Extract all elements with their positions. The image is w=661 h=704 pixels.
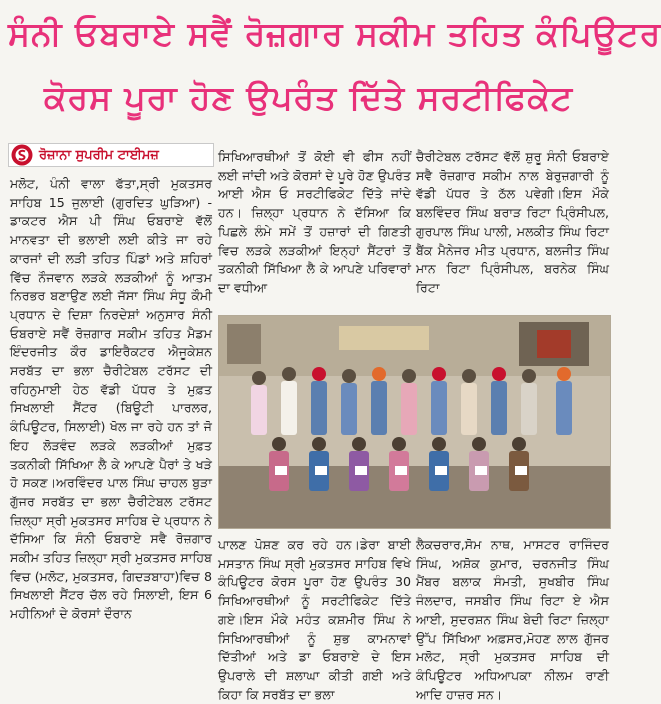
article-column-5: ਲੈਕਚਰਾਰ,ਸੋਮ ਨਾਥ, ਮਾਸਟਰ ਰਾਜਿੰਦਰ ਸਿੰਘ, ਅਸ਼ੋਕ ਕੁਮਾਰ, ਚਰਨਜੀਤ ਸਿੰਘ ਮੈਂਬਰ ਬਲਾਕ ਸੰਮਤੀ, ਸੁਖਬੀਰ ਸਿੰਘ ਜੰਲਦਾਰ, ਜਸਬੀਰ ਸਿੰਘ ਰਿਟਾ ਏ ਐਸ ਆਈ, ਸੁਦਰਸ਼ਨ ਸਿੰਘ ਬੇਦੀ ਰਿਟਾ ਜ਼ਿਲ੍ਹਾ ਉੱਪ ਸਿੱਖਿਆ ਅਫ਼ਸਰ,ਮੋਹਣ ਲਾਲ ਗੁੱਜਰ ਮਲੋਟ, ਸ੍ਰੀ ਮੁਕਤਸਰ ਸਾਹਿਬ ਦੀ ਕੰਪਿਊਟਰ ਅਧਿਆਪਕਾ ਨੀਲਮ ਰਾਣੀ ਆਦਿ ਹਾਜ਼ਰ ਸਨ। [416,537,609,702]
group-photo [218,315,611,529]
group-photo-illustration [219,316,610,528]
supreme-times-logo-icon [11,144,33,166]
masthead-name: ਰੋਜ਼ਾਨਾ ਸੁਪਰੀਮ ਟਾਈਮਜ਼ [39,147,159,163]
article-column-4: ਪਾਲਣ ਪੋਸ਼ਣ ਕਰ ਰਹੇ ਹਨ।ਡੇਰਾ ਬਾਈ ਮਸਤਾਨ ਸਿੰਘ ਸ੍ਰੀ ਮੁਕਤਸਰ ਸਾਹਿਬ ਵਿਖੇ ਕੰਪਿਊਟਰ ਕੋਰਸ ਪੂਰਾ ਹੋਣ ਉਪਰੰਤ 30 ਸਿਖਿਆਰਥੀਆਂ ਨੂੰ ਸਰਟੀਫਿਕੇਟ ਦਿੱਤੇ ਗਏ।ਇਸ ਮੌਕੇ ਮਹੰਤ ਕਸ਼ਮੀਰ ਸਿੰਘ ਨੇ ਸਿਖਿਆਰਥੀਆਂ ਨੂੰ ਸ਼ੁਭ ਕਾਮਨਾਵਾਂ ਦਿੱਤੀਆਂ ਅਤੇ ਡਾ ਓਬਰਾਏ ਦੇ ਇਸ ਉਪਰਾਲੇ ਦੀ ਸ਼ਲਾਘਾ ਕੀਤੀ ਗਈ ਅਤੇ ਕਿਹਾ ਕਿ ਸਰਬੱਤ ਦਾ ਭਲਾ [218,537,411,702]
article-column-3: ਚੈਰੀਟੇਬਲ ਟਰੱਸਟ ਵੱਲੋਂ ਸ਼ੁਰੂ ਸੰਨੀ ਓਬਰਾਏ ਸਵੈ ਰੋਜ਼ਗਾਰ ਸਕੀਮ ਨਾਲ ਬੇਰੁਜ਼ਗਾਰੀ ਨੂੰ ਵੱਡੀ ਪੱਧਰ ਤੇ ਠੱਲ ਪਵੇਗੀ।ਇਸ ਮੌਕੇ ਬਲਵਿੰਦਰ ਸਿੰਘ ਬਰਾੜ ਰਿਟਾ ਪ੍ਰਿੰਸੀਪਲ, ਗੁਰਪਾਲ ਸਿੰਘ ਪਾਲੀ, ਮਲਕੀਤ ਸਿੰਘ ਰਿਟਾ ਬੈਂਕ ਮੈਨੇਜਰ ਮੀਤ ਪ੍ਰਧਾਨ, ਬਲਜੀਤ ਸਿੰਘ ਮਾਨ ਰਿਟਾ ਪ੍ਰਿੰਸੀਪਲ, ਬਰਨੇਕ ਸਿੰਘ ਰਿਟਾ [416,149,609,295]
masthead-logo [8,143,214,167]
headline-line-1: ਸੰਨੀ ਓਬਰਾਏ ਸਵੈਂ ਰੋਜ਼ਗਾਰ ਸਕੀਮ ਤਹਿਤ ਕੰਪਿਊਟਰ [8,14,661,53]
article-column-2: ਸਿਖਿਆਰਥੀਆਂ ਤੋਂ ਕੋਈ ਵੀ ਫੀਸ ਨਹੀਂ ਲਈ ਜਾਂਦੀ ਅਤੇ ਕੋਰਸਾਂ ਦੇ ਪੂਰੇ ਹੋਣ ਉਪਰੰਤ ਆਈ ਐਸ ਓ ਸਰਟੀਫਿਕੇਟ ਦਿੱਤੇ ਜਾਂਦੇ ਹਨ। ਜ਼ਿਲ੍ਹਾ ਪ੍ਰਧਾਨ ਨੇ ਦੱਸਿਆ ਕਿ ਪਿਛਲੇ ਲੰਮੇ ਸਮੇਂ ਤੋਂ ਹਜ਼ਾਰਾਂ ਦੀ ਗਿਣਤੀ ਵਿਚ ਲੜਕੇ ਲੜਕੀਆਂ ਇਨ੍ਹਾਂ ਸੈਂਟਰਾਂ ਤੋਂ ਤਕਨੀਕੀ ਸਿੱਖਿਆ ਲੈ ਕੇ ਆਪਣੇ ਪਰਿਵਾਰਾਂ ਦਾ ਵਧੀਆ [218,149,411,295]
headline-line-2: ਕੋਰਸ ਪੂਰਾ ਹੋਣ ਉਪਰੰਤ ਦਿੱਤੇ ਸਰਟੀਫਿਕੇਟ [44,78,573,117]
article-column-1: ਮਲੋਟ, ਪੰਨੀ ਵਾਲਾ ਫੱਤਾ,ਸ੍ਰੀ ਮੁਕਤਸਰ ਸਾਹਿਬ 15 ਜੁਲਾਈ (ਗੁਰਦਿਤ ਘੁੜਿਆ) - ਡਾਕਟਰ ਐਸ ਪੀ ਸਿੰਘ ਓਬਰਾਏ ਵੱਲੋਂ ਮਾਨਵਤਾ ਦੀ ਭਲਾਈ ਲਈ ਕੀਤੇ ਜਾ ਰਹੇ ਕਾਰਜਾਂ ਦੀ ਲੜੀ ਤਹਿਤ ਪਿੰਡਾਂ ਅਤੇ ਸ਼ਹਿਰਾਂ ਵਿੱਚ ਨੌਜਵਾਨ ਲੜਕੇ ਲੜਕੀਆਂ ਨੂੰ ਆਤਮ ਨਿਰਭਰ ਬਣਾਉਣ ਲਈ ਜੱਸਾ ਸਿੰਘ ਸੰਧੂ ਕੌਮੀ ਪ੍ਰਧਾਨ ਦੇ ਦਿਸ਼ਾ ਨਿਰਦੇਸ਼ਾਂ ਅਨੁਸਾਰ ਸੰਨੀ ਓਬਰਾਏ ਸਵੈਂ ਰੋਜ਼ਗਾਰ ਸਕੀਮ ਤਹਿਤ ਮੈਡਮ ਇੰਦਰਜੀਤ ਕੌਰ ਡਾਇਰੈਕਟਰ ਐਜੂਕੇਸ਼ਨ ਸਰਬੱਤ ਦਾ ਭਲਾ ਚੈਰੀਟੇਬਲ ਟਰੱਸਟ ਦੀ ਰਹਿਨੁਮਾਈ ਹੇਠ ਵੱਡੀ ਪੱਧਰ ਤੇ ਮੁਫ਼ਤ ਸਿਖਲਾਈ ਸੈਂਟਰ (ਬਿਊਟੀ ਪਾਰਲਰ, ਕੰਪਿਊਟਰ, ਸਿਲਾਈ) ਖੋਲ ਜਾ ਰਹੇ ਹਨ ਤਾਂ ਜੋ ਇਹ ਲੋੜਵੰਦ ਲੜਕੇ ਲੜਕੀਆਂ ਮੁਫ਼ਤ ਤਕਨੀਕੀ ਸਿੱਖਿਆ ਲੈ ਕੇ ਆਪਣੇ ਪੈਰਾਂ ਤੇ ਖੜੇ ਹੋ ਸਕਣ।ਅਰਵਿੰਦਰ ਪਾਲ ਸਿੰਘ ਚਾਹਲ ਬੁੜਾ ਗੁੱਜਰ ਸਰਬੱਤ ਦਾ ਭਲਾ ਚੈਰੀਟੇਬਲ ਟਰੱਸਟ ਜ਼ਿਲ੍ਹਾ ਸ੍ਰੀ ਮੁਕਤਸਰ ਸਾਹਿਬ ਦੇ ਪ੍ਰਧਾਨ ਨੇ ਦੱਸਿਆ ਕਿ ਸੰਨੀ ਓਬਰਾਏ ਸਵੈ ਰੋਜ਼ਗਾਰ ਸਕੀਮ ਤਹਿਤ ਜ਼ਿਲ੍ਹਾ ਸ੍ਰੀ ਮੁਕਤਸਰ ਸਾਹਿਬ ਵਿਚ (ਮਲੋਟ, ਮੁਕਤਸਰ, ਗਿਦੜਬਾਹਾ)ਵਿਚ 8 ਸਿਖਲਾਈ ਸੈਂਟਰ ਚੱਲ ਰਹੇ ਸਿਲਾਈ, ਇਸ 6 ਮਹੀਨਿਆਂ ਦੇ ਕੋਰਸਾਂ ਦੌਰਾਨ [10,176,212,622]
